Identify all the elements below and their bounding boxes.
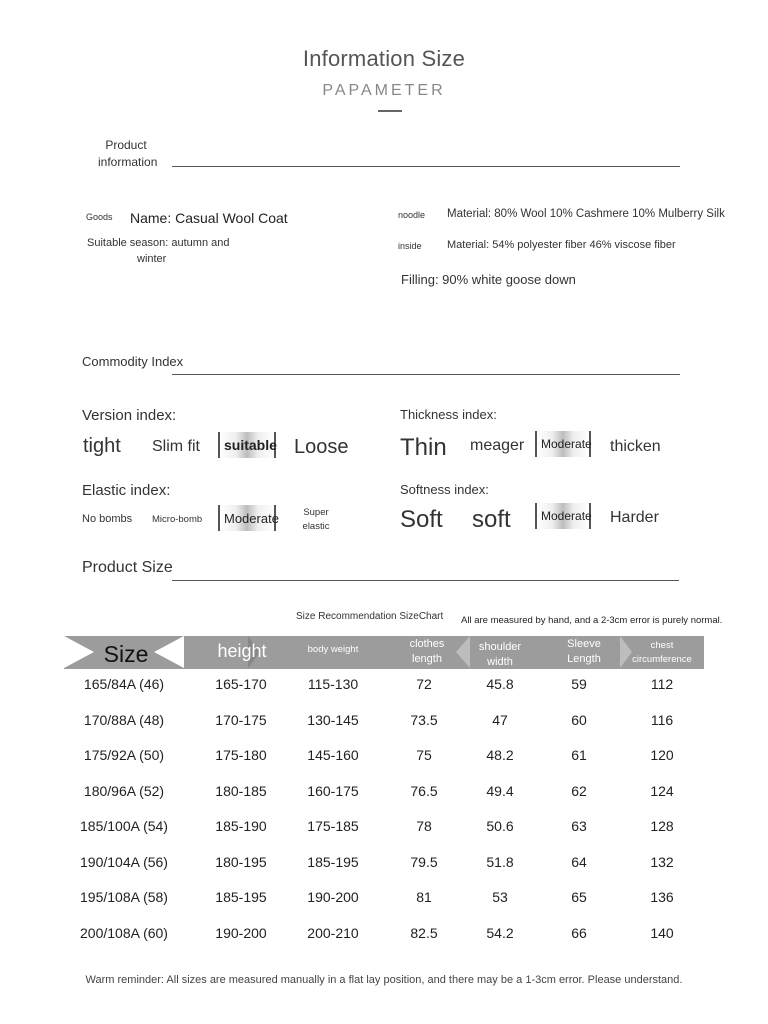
table-row bbox=[0, 818, 768, 848]
product-size-rule bbox=[172, 580, 679, 581]
table-cell: 190-200 bbox=[215, 924, 267, 941]
table-cell: 45.8 bbox=[486, 676, 514, 692]
header-arrow-2 bbox=[154, 636, 184, 668]
table-cell: 175/92A (50) bbox=[83, 747, 165, 763]
thickness-selected-box bbox=[535, 431, 591, 457]
table-cell: 59 bbox=[571, 676, 587, 692]
col-sleeve-length-line2: Length bbox=[567, 653, 601, 665]
thickness-option-thin: Thin bbox=[400, 434, 447, 461]
product-info-label-line1: Product bbox=[105, 138, 147, 152]
thickness-option-moderate: Moderate bbox=[541, 437, 592, 451]
version-option-suitable: suitable bbox=[224, 437, 277, 453]
table-cell: 47 bbox=[492, 711, 508, 728]
table-cell: 73.5 bbox=[410, 711, 438, 728]
table-row bbox=[0, 925, 768, 955]
table-cell: 51.8 bbox=[486, 853, 514, 870]
table-cell: 60 bbox=[571, 711, 587, 728]
table-cell: 75 bbox=[416, 747, 432, 763]
table-cell: 185-195 bbox=[307, 853, 359, 870]
table-cell: 78 bbox=[416, 818, 432, 834]
inside-material: Material: 54% polyester fiber 46% viscose fiber bbox=[447, 239, 676, 251]
table-cell: 53 bbox=[492, 889, 508, 905]
table-cell: 82.5 bbox=[410, 924, 438, 941]
noodle-label: noodle bbox=[398, 210, 426, 220]
col-shoulder-width bbox=[472, 640, 528, 670]
table-cell: 190-200 bbox=[307, 889, 359, 905]
col-shoulder-width-line2: width bbox=[487, 656, 513, 668]
table-cell: 140 bbox=[650, 924, 674, 941]
col-chest-line1: chest bbox=[650, 640, 674, 651]
table-cell: 132 bbox=[650, 853, 674, 870]
table-cell: 128 bbox=[650, 818, 674, 834]
table-cell: 136 bbox=[650, 889, 674, 905]
col-shoulder-width-line1: shoulder bbox=[478, 641, 522, 653]
table-cell: 175-180 bbox=[215, 747, 267, 763]
col-clothes-length-line1: clothes bbox=[409, 638, 445, 650]
noodle-material: Material: 80% Wool 10% Cashmere 10% Mulberry Silk bbox=[447, 208, 725, 220]
commodity-index-rule bbox=[172, 374, 680, 375]
table-cell: 116 bbox=[650, 711, 674, 728]
table-cell: 130-145 bbox=[307, 711, 359, 728]
table-cell: 61 bbox=[571, 747, 587, 763]
version-option-tight: tight bbox=[83, 435, 121, 457]
table-cell: 72 bbox=[416, 676, 432, 692]
table-cell: 180/96A (52) bbox=[83, 782, 165, 799]
table-cell: 54.2 bbox=[486, 924, 514, 941]
warm-reminder: Warm reminder: All sizes are measured manually in a flat lay position, and there may be a 1-3cm error. Please understand. bbox=[85, 974, 683, 986]
super-text: Super bbox=[303, 507, 329, 518]
version-selected-box bbox=[218, 432, 276, 458]
col-sleeve-length bbox=[556, 637, 612, 667]
title-divider bbox=[378, 110, 402, 112]
table-cell: 115-130 bbox=[307, 676, 359, 692]
product-size-label: Product Size bbox=[82, 559, 173, 576]
table-cell: 185/100A (54) bbox=[80, 818, 168, 834]
table-cell: 79.5 bbox=[410, 853, 438, 870]
table-cell: 81 bbox=[416, 889, 432, 905]
product-info-rule bbox=[172, 166, 680, 167]
table-row bbox=[0, 747, 768, 777]
col-height: height bbox=[217, 641, 267, 661]
table-cell: 66 bbox=[571, 924, 587, 941]
table-cell: 64 bbox=[571, 853, 587, 870]
table-cell: 200-210 bbox=[307, 924, 359, 941]
season-line2: winter bbox=[137, 253, 167, 265]
elastic-option-moderate: Moderate bbox=[224, 510, 279, 526]
col-clothes-length bbox=[400, 637, 454, 667]
table-cell: 170-175 bbox=[215, 711, 267, 728]
table-cell: 124 bbox=[650, 782, 674, 799]
thickness-option-thicken: thicken bbox=[610, 438, 661, 455]
col-chest-line2: circumference bbox=[632, 654, 692, 665]
softness-index-label: Softness index: bbox=[400, 482, 489, 497]
elastic-option-no-bombs: No bombs bbox=[82, 513, 133, 525]
product-info-label-line2: information bbox=[98, 155, 158, 169]
softness-option-soft-2: soft bbox=[472, 506, 511, 533]
softness-option-moderate: Moderate bbox=[541, 509, 592, 523]
table-cell: 50.6 bbox=[486, 818, 514, 834]
season-line1: Suitable season: autumn and bbox=[87, 237, 230, 249]
table-row bbox=[0, 854, 768, 884]
softness-option-harder: Harder bbox=[610, 509, 659, 526]
col-body-weight: body weight bbox=[307, 644, 359, 655]
table-row bbox=[0, 889, 768, 919]
table-row bbox=[0, 676, 768, 706]
commodity-index-label: Commodity Index bbox=[82, 354, 184, 369]
table-cell: 62 bbox=[571, 782, 587, 799]
table-cell: 145-160 bbox=[307, 747, 359, 763]
table-cell: 112 bbox=[650, 676, 674, 692]
table-cell: 180-185 bbox=[215, 782, 267, 799]
table-cell: 49.4 bbox=[486, 782, 514, 799]
header-arrow-1 bbox=[64, 636, 94, 668]
table-cell: 63 bbox=[571, 818, 587, 834]
col-clothes-length-line2: length bbox=[412, 653, 442, 665]
table-cell: 170/88A (48) bbox=[83, 711, 165, 728]
table-row bbox=[0, 712, 768, 742]
table-cell: 185-195 bbox=[215, 889, 267, 905]
table-cell: 120 bbox=[650, 747, 674, 763]
inside-label: inside bbox=[398, 241, 422, 251]
table-cell: 185-190 bbox=[215, 818, 267, 834]
col-sleeve-length-line1: Sleeve bbox=[567, 638, 601, 650]
softness-option-soft: Soft bbox=[400, 506, 443, 533]
elastic-option-micro-bomb: Micro-bomb bbox=[152, 514, 203, 525]
table-cell: 76.5 bbox=[410, 782, 438, 799]
table-cell: 180-195 bbox=[215, 853, 267, 870]
thickness-option-meager: meager bbox=[470, 437, 525, 454]
page-title: Information Size bbox=[302, 46, 466, 71]
table-cell: 195/108A (58) bbox=[80, 889, 168, 905]
product-info-label bbox=[98, 137, 158, 171]
version-index-label: Version index: bbox=[82, 407, 177, 424]
table-cell: 165/84A (46) bbox=[83, 676, 165, 692]
table-cell: 175-185 bbox=[307, 818, 359, 834]
thickness-index-label: Thickness index: bbox=[400, 407, 497, 422]
col-chest-circumference bbox=[628, 639, 696, 667]
page-subtitle: PAPAMETER bbox=[322, 82, 446, 99]
table-cell: 65 bbox=[571, 889, 587, 905]
version-option-loose: Loose bbox=[294, 436, 349, 458]
elastic-selected-box bbox=[218, 505, 279, 531]
measure-note: All are measured by hand, and a 2-3cm error is purely normal. bbox=[461, 615, 723, 626]
product-name: Name: Casual Wool Coat bbox=[130, 210, 288, 226]
version-option-slim-fit: Slim fit bbox=[152, 438, 200, 455]
table-cell: 200/108A (60) bbox=[80, 924, 168, 941]
table-cell: 160-175 bbox=[307, 782, 359, 799]
goods-label: Goods bbox=[86, 212, 113, 222]
filling-text: Filling: 90% white goose down bbox=[401, 272, 576, 287]
table-cell: 165-170 bbox=[215, 676, 267, 692]
elastic-option-super-elastic bbox=[302, 506, 330, 534]
table-row bbox=[0, 783, 768, 813]
elastic-text: elastic bbox=[302, 521, 330, 532]
table-cell: 190/104A (56) bbox=[80, 853, 168, 870]
table-cell: 48.2 bbox=[486, 747, 514, 763]
size-chart-caption: Size Recommendation SizeChart bbox=[296, 611, 444, 622]
header-arrow-4 bbox=[456, 636, 470, 668]
elastic-index-label: Elastic index: bbox=[82, 482, 171, 499]
softness-selected-box bbox=[535, 503, 591, 529]
col-size: Size bbox=[103, 641, 149, 667]
